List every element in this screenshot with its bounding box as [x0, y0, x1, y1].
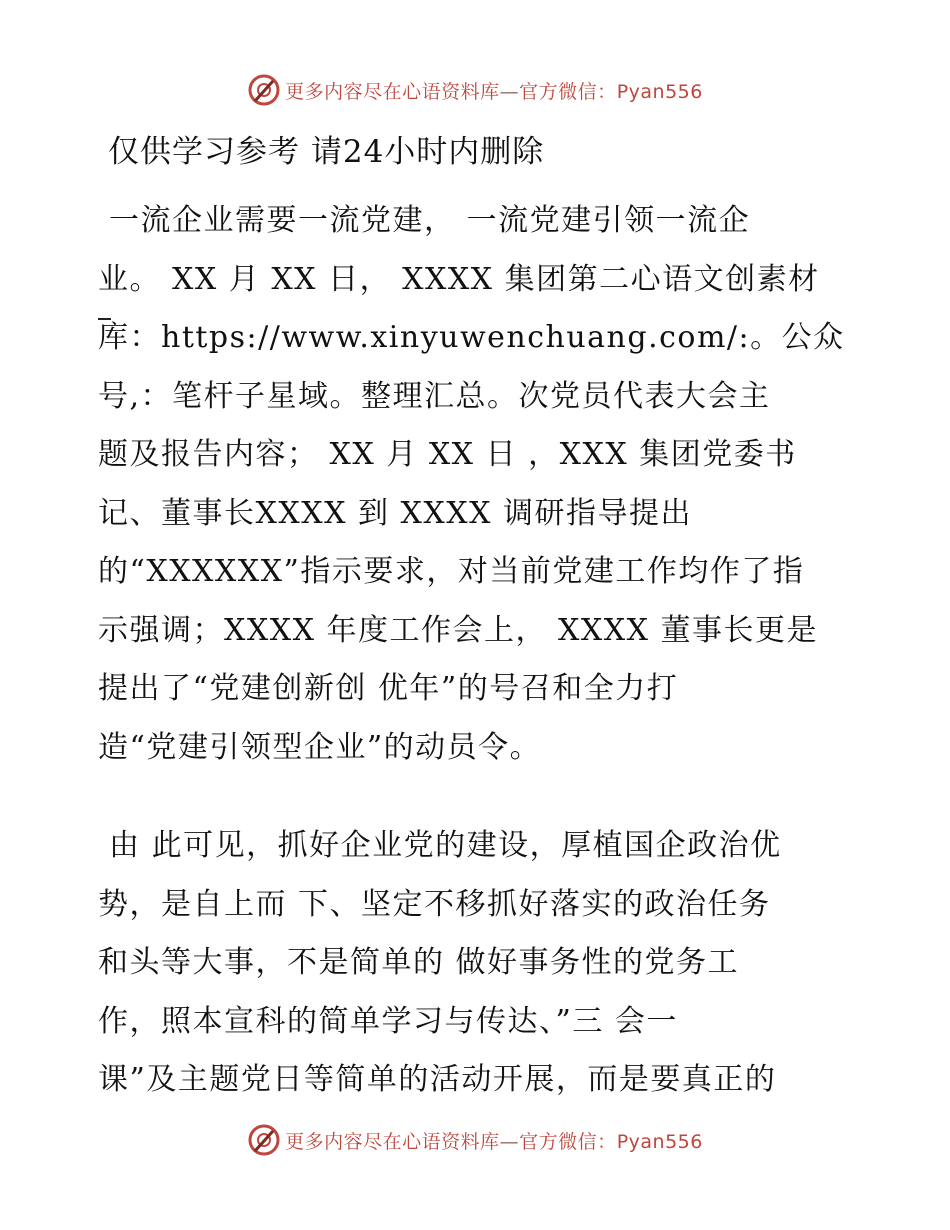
text-line: 造“党建引领型企业”的动员令。 [98, 729, 542, 765]
text-line: 的“XXXXXX”指示要求，对当前党建工作均作了指 [98, 554, 805, 589]
watermark-separator: — [499, 80, 520, 103]
text-line: 业。 XX 月 XX 日， XXXX 集团第二心语文创素材 [98, 261, 820, 297]
watermark-main-text: 更多内容尽在心语资料库 [285, 80, 500, 103]
watermark-wechat-id: Pyan556 [616, 1130, 703, 1153]
footer-watermark [0, 1120, 950, 1160]
header-watermark [0, 70, 950, 110]
logo-icon [247, 73, 281, 107]
text-line: 记、董事长XXXX 到 XXXX 调研指导提出 [98, 495, 692, 531]
text-line: 题及报告内容； XX 月 XX 日 ，XXX 集团党委书 [98, 437, 797, 472]
text-line: 和头等大事，不是简单的 做好事务性的党务工 [98, 945, 740, 980]
text-line: 号,：笔杆子星域。整理汇总。次党员代表大会主 [98, 378, 771, 414]
watermark-wechat-label: 官方微信： [519, 1130, 617, 1153]
paragraph-1 [98, 195, 858, 780]
paragraph-2 [98, 820, 858, 1113]
text-line: 提出了“党建创新创 优年”的号召和全力打 [98, 671, 679, 706]
watermark-wechat-id: Pyan556 [616, 80, 703, 103]
text-line: 作，照本宣科的简单学习与传达、”三 会一 [98, 1003, 678, 1039]
watermark-main-text: 更多内容尽在心语资料库 [285, 1130, 500, 1153]
text-line: 一流企业需要一流党建， 一流党建引领一流企 [98, 203, 751, 238]
text-line: 课”及主题党日等简单的活动开展，而是要真正的 [98, 1062, 777, 1097]
text-line: 势，是自上而 下、坚定不移抓好落实的政治任务 [98, 886, 771, 922]
text-line: 示强调；XXXX 年度工作会上， XXXX 董事长更是 [98, 612, 818, 648]
document-body [98, 195, 858, 1113]
logo-icon [247, 1123, 281, 1157]
text-line: 由 此可见，抓好企业党的建设，厚植国企政治优 [98, 828, 782, 863]
watermark-wechat-label: 官方微信： [519, 80, 617, 103]
watermark-separator: — [499, 1130, 520, 1153]
text-line: 库：https://www.xinyuwenchuang.com/:。公众 [98, 320, 845, 355]
disclaimer-text: 仅供学习参考 请24小时内删除 [108, 134, 545, 170]
